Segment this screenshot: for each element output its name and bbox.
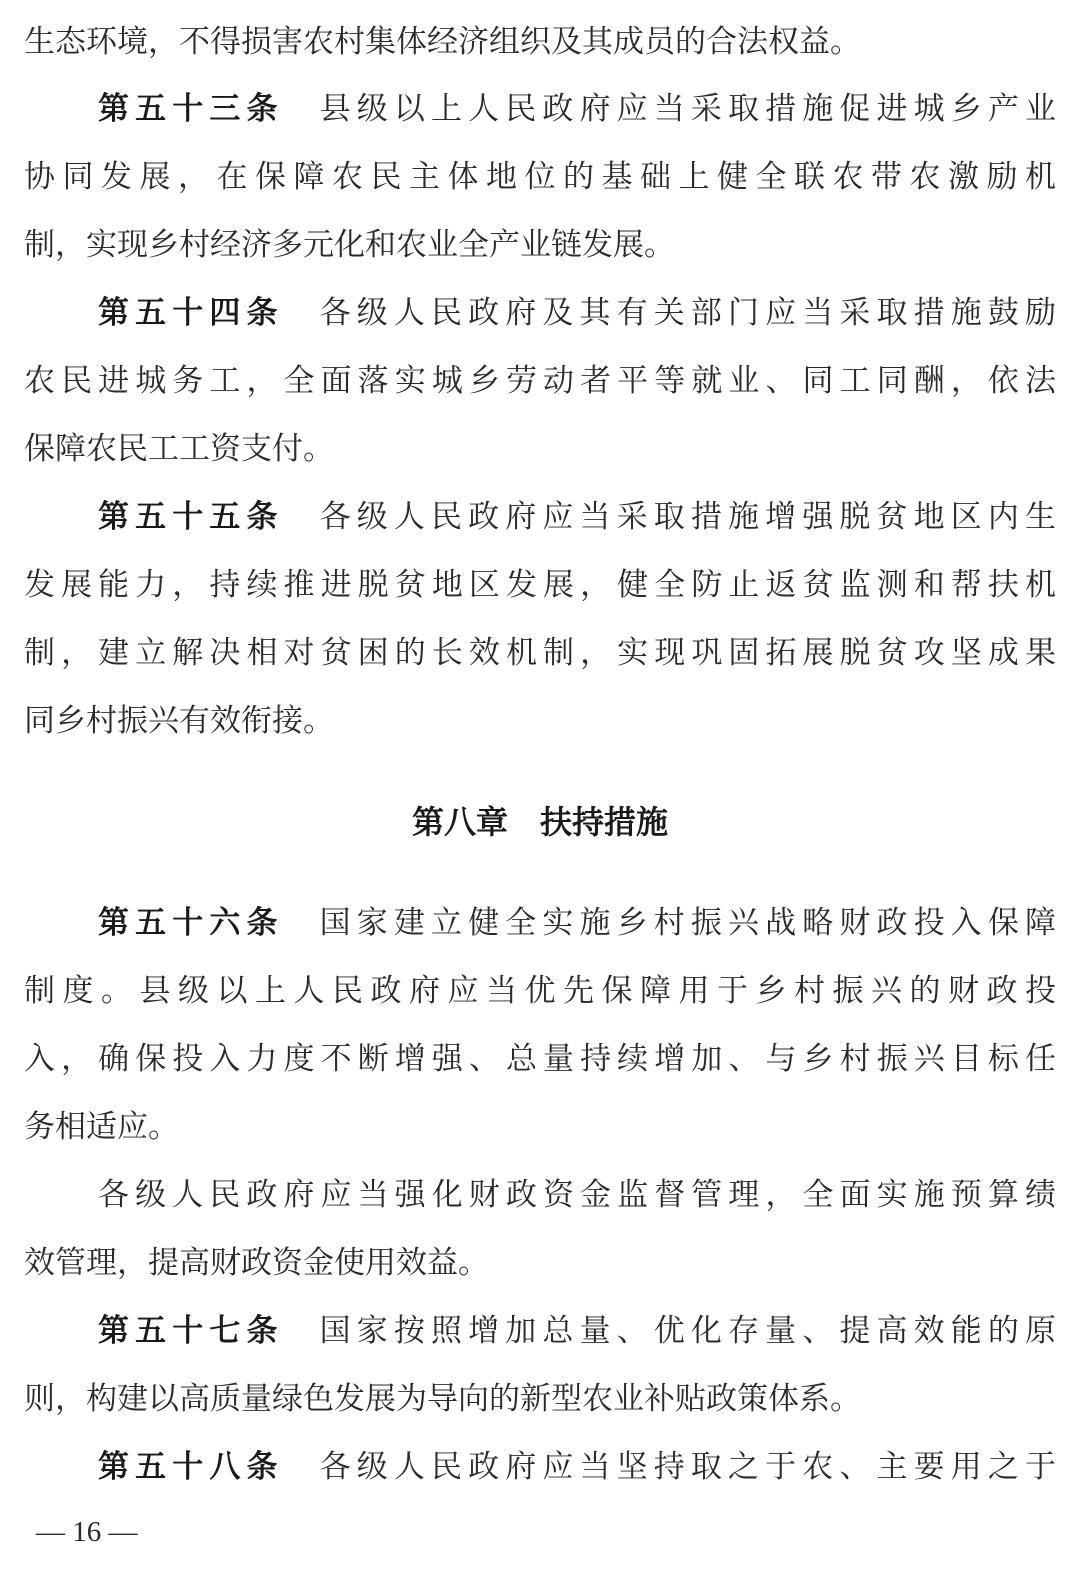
text-line: 生态环境，不得损害农村集体经济组织及其成员的合法权益。 xyxy=(24,24,861,60)
text-fragment: 国家建立健全实施乡村振兴战略财政投入保障 xyxy=(319,905,1056,941)
text-fragment: 各级人民政府应当坚持取之于农、主要用之于 xyxy=(319,1449,1056,1485)
article-heading: 第五十四条 xyxy=(98,295,284,331)
text-line: 各级人民政府应当强化财政资金监督管理，全面实施预算绩 xyxy=(98,1177,1056,1213)
article-heading: 第五十五条 xyxy=(98,499,284,535)
text-fragment: 各级人民政府及其有关部门应当采取措施鼓励 xyxy=(319,295,1056,331)
text-line: 农民进城务工，全面落实城乡劳动者平等就业、同工同酬，依法 xyxy=(24,363,1056,399)
text-line: 发展能力，持续推进脱贫地区发展，健全防止返贫监测和帮扶机 xyxy=(24,567,1056,603)
article-56-first-line xyxy=(98,898,1056,948)
text-line: 则，构建以高质量绿色发展为导向的新型农业补贴政策体系。 xyxy=(24,1381,861,1417)
text-fragment: 国家按照增加总量、优化存量、提高效能的原 xyxy=(319,1313,1056,1349)
text-line: 效管理，提高财政资金使用效益。 xyxy=(24,1245,489,1281)
text-line: 同乡村振兴有效衔接。 xyxy=(24,703,334,739)
text-line: 制度。县级以上人民政府应当优先保障用于乡村振兴的财政投 xyxy=(24,973,1056,1009)
text-line: 制，实现乡村经济多元化和农业全产业链发展。 xyxy=(24,227,675,263)
text-line: 协同发展，在保障农民主体地位的基础上健全联农带农激励机 xyxy=(24,159,1056,195)
text-line: 保障农民工工资支付。 xyxy=(24,431,334,467)
article-heading: 第五十三条 xyxy=(98,91,284,127)
article-heading: 第五十六条 xyxy=(98,905,284,941)
article-55-first-line xyxy=(98,492,1056,542)
article-heading: 第五十七条 xyxy=(98,1313,284,1349)
text-fragment: 县级以上人民政府应当采取措施促进城乡产业 xyxy=(319,91,1056,127)
text-line: 务相适应。 xyxy=(24,1109,179,1145)
article-53-first-line xyxy=(98,84,1056,134)
page-number: — 16 — xyxy=(36,1516,138,1548)
article-57-first-line xyxy=(98,1306,1056,1356)
text-line: 入，确保投入力度不断增强、总量持续增加、与乡村振兴目标任 xyxy=(24,1041,1056,1077)
text-line: 制，建立解决相对贫困的长效机制，实现巩固拓展脱贫攻坚成果 xyxy=(24,635,1056,671)
article-heading: 第五十八条 xyxy=(98,1449,284,1485)
chapter-heading: 第八章 扶持措施 xyxy=(411,803,668,841)
article-58-first-line xyxy=(98,1442,1056,1492)
text-fragment: 各级人民政府应当采取措施增强脱贫地区内生 xyxy=(319,499,1056,535)
article-54-first-line xyxy=(98,288,1056,338)
